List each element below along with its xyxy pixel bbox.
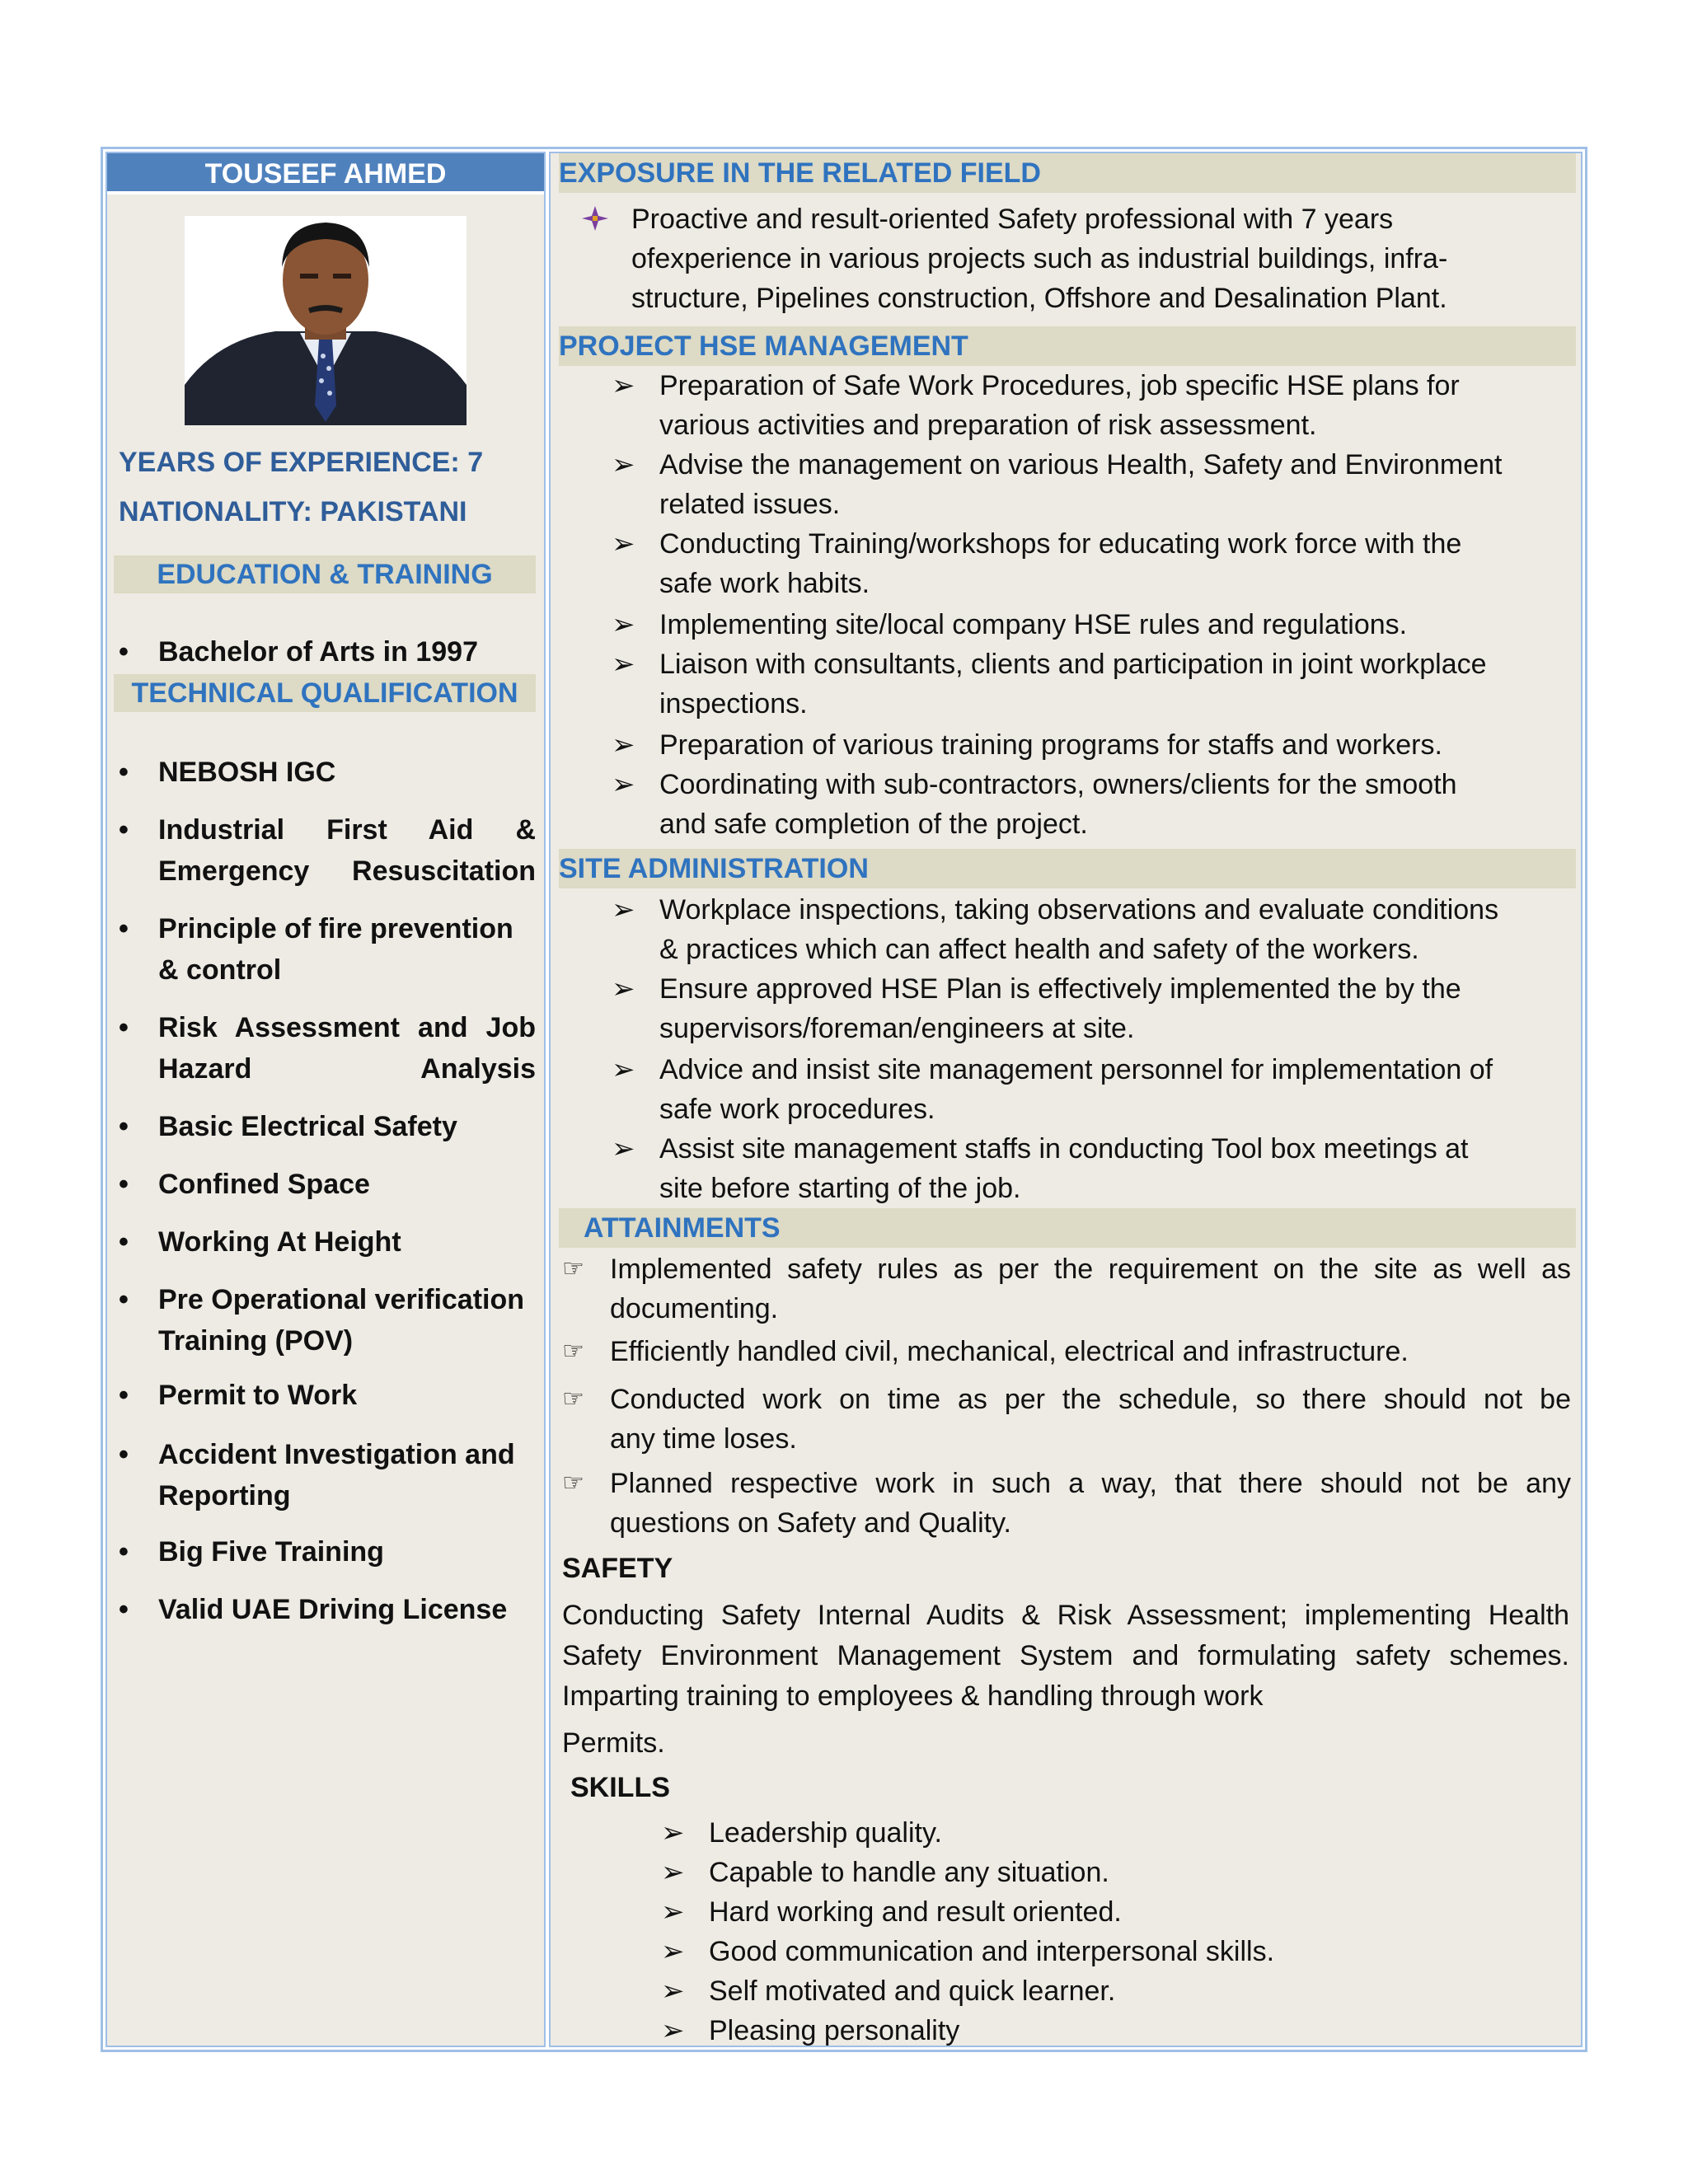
qualification-item: • Working At Height [119,1221,536,1263]
attainment-item: ☞ Efficiently handled civil, mechanical, electrical and infrastructure. [562,1332,1571,1371]
pointing-hand-icon: ☞ [562,1385,584,1413]
qualification-item: • Pre Operational verification Training (POV) [119,1279,536,1361]
pointing-hand-icon: ☞ [562,1469,584,1497]
arrow-bullet-icon: ➢ [612,528,635,560]
bullet-icon: • [119,1536,129,1568]
skill-item: ➢ Hard working and result oriented. [661,1892,1485,1932]
hse-item: ➢ Conducting Training/workshops for educating work force with the safe work habits. [612,524,1576,603]
hse-item: ➢ Liaison with consultants, clients and participation in joint workplace inspections. [612,644,1576,724]
safety-heading: SAFETY [562,1553,673,1584]
skill-item: ➢ Good communication and interpersonal skills. [661,1932,1485,1971]
bullet-icon: • [119,1111,129,1142]
qualification-item: • Valid UAE Driving License [119,1589,536,1630]
left-column [106,152,546,2047]
nationality: NATIONALITY: PAKISTANI [119,496,467,527]
education-heading: EDUCATION & TRAINING [114,555,536,593]
bullet-icon: • [119,1012,129,1043]
qualification-item: • Accident Investigation and Reporting [119,1434,536,1516]
attainment-item: ☞ Planned respective work in such a way, that there should not be any questions on Safety and Quality. [562,1464,1571,1543]
arrow-bullet-icon: ➢ [612,449,635,480]
bullet-icon: • [119,1439,129,1470]
bullet-icon: • [119,1226,129,1258]
attainment-item: ☞ Conducted work on time as per the schedule, so there should not be any time loses. [562,1380,1571,1459]
arrow-bullet-icon: ➢ [661,1817,685,1849]
arrow-bullet-icon: ➢ [612,973,635,1005]
site-heading: SITE ADMINISTRATION [559,849,1576,888]
arrow-bullet-icon: ➢ [612,1133,635,1165]
hse-heading: PROJECT HSE MANAGEMENT [559,326,1576,366]
qualification-item: • Risk Assessment and Job Hazard Analysis [119,1007,536,1090]
arrow-bullet-icon: ➢ [612,370,635,401]
attainments-heading: ATTAINMENTS [559,1208,1576,1248]
bullet-icon: • [119,757,129,788]
bullet-icon: • [119,814,129,846]
arrow-bullet-icon: ➢ [612,894,635,926]
arrow-bullet-icon: ➢ [612,1054,635,1085]
bullet-icon: • [119,913,129,944]
bullet-icon: • [119,1594,129,1625]
arrow-bullet-icon: ➢ [612,649,635,680]
arrow-bullet-icon: ➢ [661,2015,685,2046]
site-item: ➢ Workplace inspections, taking observations and evaluate conditions & practices which can affect health and safety of the workers. [612,890,1576,969]
skills-heading: SKILLS [570,1772,670,1803]
site-item: ➢ Ensure approved HSE Plan is effectively implemented the by the supervisors/foreman/engineers at site. [612,969,1576,1048]
years-of-experience: YEARS OF EXPERIENCE: 7 [119,447,484,478]
education-item: • Bachelor of Arts in 1997 [119,631,536,673]
safety-paragraph: Conducting Safety Internal Audits & Risk Assessment; implementing Health Safety Environment Management System and formulating safety schemes. Imparting training to employees & handling through work Permits. [562,1600,1569,1759]
qualification-item: • NEBOSH IGC [119,752,536,793]
pointing-hand-icon: ☞ [562,1255,584,1282]
hse-item: ➢ Advise the management on various Health, Safety and Environment related issues. [612,445,1576,524]
hse-item: ➢ Coordinating with sub-contractors, owners/clients for the smooth and safe completion of the project. [612,765,1576,844]
arrow-bullet-icon: ➢ [661,1857,685,1888]
qualification-item: • Confined Space [119,1164,536,1205]
qualification-item: • Principle of fire prevention & control [119,908,536,991]
hse-item: ➢ Preparation of Safe Work Procedures, job specific HSE plans for various activities and preparation of risk assessment. [612,366,1576,445]
bullet-icon: • [119,1380,129,1411]
hse-item: ➢ Preparation of various training programs for staffs and workers. [612,725,1576,765]
site-item: ➢ Assist site management staffs in conducting Tool box meetings at site before starting of the job. [612,1129,1576,1208]
arrow-bullet-icon: ➢ [612,769,635,800]
attainment-item: ☞ Implemented safety rules as per the requirement on the site as well as documenting. [562,1249,1571,1329]
bullet-icon: • [119,636,129,668]
skill-item: ➢ Leadership quality. [661,1813,1485,1853]
bullet-icon: • [119,1169,129,1200]
exposure-text: Proactive and result-oriented Safety professional with 7 years ofexperience in various projects such as industrial buildings, infra- structure, Pipelines construction, Offshore and Desalination Plant. [631,204,1448,314]
arrow-bullet-icon: ➢ [661,1936,685,1967]
qualification-item: • Permit to Work [119,1375,536,1416]
pointing-hand-icon: ☞ [562,1338,584,1365]
technical-heading: TECHNICAL QUALIFICATION [114,674,536,712]
candidate-name: TOUSEEF AHMED [107,153,544,194]
arrow-bullet-icon: ➢ [612,729,635,761]
qualification-item: • Big Five Training [119,1531,536,1572]
hse-item: ➢ Implementing site/local company HSE rules and regulations. [612,605,1576,644]
arrow-bullet-icon: ➢ [661,1896,685,1928]
qualification-item: • Basic Electrical Safety [119,1106,536,1147]
skill-item: ➢ Capable to handle any situation. [661,1853,1485,1892]
arrow-bullet-icon: ➢ [612,609,635,640]
star-bullet-icon [580,204,610,232]
exposure-heading: EXPOSURE IN THE RELATED FIELD [559,153,1576,193]
skills-list [661,1813,1485,2050]
qualification-item: • Industrial First Aid & Emergency Resuscitation [119,809,536,892]
skill-item: ➢ Pleasing personality [661,2011,1485,2050]
bullet-icon: • [119,1284,129,1315]
site-item: ➢ Advice and insist site management personnel for implementation of safe work procedures. [612,1050,1576,1129]
profile-photo [185,216,467,425]
skill-item: ➢ Self motivated and quick learner. [661,1971,1485,2011]
arrow-bullet-icon: ➢ [661,1975,685,2007]
